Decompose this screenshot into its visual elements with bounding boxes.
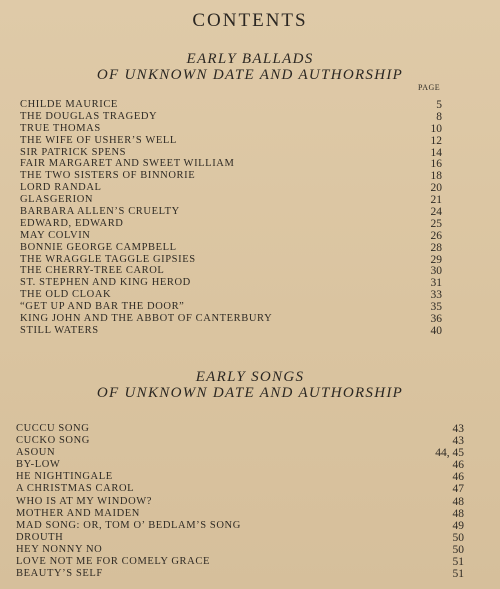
contents-entry (0, 532, 500, 544)
entry-title: FAIR MARGARET AND SWEET WILLIAM (20, 158, 235, 170)
entry-page-number: 40 (430, 324, 442, 337)
ballads-list (0, 99, 500, 337)
entry-page-number: 43 (452, 423, 464, 435)
entry-title: EDWARD, EDWARD (20, 217, 124, 229)
contents-entry (0, 544, 500, 556)
entry-title: THE WIFE OF USHER’S WELL (20, 134, 177, 146)
entry-page-number: 14 (430, 146, 442, 159)
songs-heading-line2: OF UNKNOWN DATE AND AUTHORSHIP (96, 385, 404, 401)
contents-entry (0, 158, 500, 170)
contents-title: CONTENTS (192, 10, 308, 31)
entry-title: A CHRISTMAS CAROL (16, 483, 135, 495)
contents-entry (0, 99, 500, 111)
entry-page-number: 16 (430, 158, 442, 171)
entry-page-number: 46 (452, 459, 464, 472)
entry-title: THE TWO SISTERS OF BINNORIE (20, 170, 196, 182)
contents-entry (0, 170, 500, 182)
entry-page-number: 50 (452, 531, 464, 544)
entry-title: BONNIE GEORGE CAMPBELL (20, 241, 177, 253)
entry-page-number: 5 (436, 99, 442, 111)
entry-page-number: 49 (452, 519, 464, 532)
contents-entry (0, 556, 500, 568)
entry-page-number: 25 (430, 217, 442, 230)
entry-page-number: 33 (430, 289, 442, 302)
entry-title: STILL WATERS (20, 324, 99, 336)
contents-entry (0, 194, 500, 206)
contents-entry (0, 301, 500, 313)
entry-title: THE DOUGLAS TRAGEDY (20, 110, 158, 122)
contents-entry (0, 325, 500, 337)
entry-title: KING JOHN AND THE ABBOT OF CANTERBURY (20, 313, 273, 325)
entry-title: TRUE THOMAS (20, 122, 101, 134)
entry-page-number: 21 (430, 194, 442, 207)
entry-title: ST. STEPHEN AND KING HEROD (20, 277, 191, 289)
entry-title: MAD SONG: OR, TOM O’ BEDLAM’S SONG (16, 519, 241, 531)
entry-page-number: 44, 45 (435, 447, 464, 460)
entry-title: BY-LOW (16, 459, 61, 471)
contents-entry (0, 459, 500, 471)
contents-entry (0, 568, 500, 580)
contents-entry (0, 471, 500, 483)
contents-entry (0, 520, 500, 532)
ballads-heading-line1: EARLY BALLADS (186, 51, 314, 67)
contents-entry (0, 313, 500, 325)
contents-entry (0, 435, 500, 447)
contents-entry (0, 447, 500, 459)
ballads-heading-line2: OF UNKNOWN DATE AND AUTHORSHIP (96, 67, 404, 83)
entry-page-number: 35 (430, 301, 442, 314)
contents-entry (0, 265, 500, 277)
entry-title: LORD RANDAL (20, 182, 102, 194)
contents-entry (0, 230, 500, 242)
entry-page-number: 50 (452, 543, 464, 556)
entry-page-number: 51 (452, 568, 464, 581)
entry-page-number: 46 (452, 471, 464, 484)
entry-page-number: 30 (430, 265, 442, 278)
entry-page-number: 18 (430, 170, 442, 183)
entry-title: THE WRAGGLE TAGGLE GIPSIES (20, 253, 196, 265)
contents-entry (0, 147, 500, 159)
entry-title: GLASGERION (20, 194, 94, 206)
entry-title: THE OLD CLOAK (20, 289, 112, 301)
entry-page-number: 12 (430, 134, 442, 147)
entry-page-number: 48 (452, 495, 464, 508)
contents-entry (0, 111, 500, 123)
entry-title: “GET UP AND BAR THE DOOR” (20, 301, 185, 313)
contents-entry (0, 423, 500, 435)
contents-entry (0, 254, 500, 266)
entry-page-number: 24 (430, 206, 442, 219)
entry-title: WHO IS AT MY WINDOW? (16, 495, 153, 507)
entry-page-number: 51 (452, 556, 464, 569)
entry-title: MOTHER AND MAIDEN (16, 507, 140, 519)
entry-page-number: 28 (430, 241, 442, 254)
contents-entry (0, 182, 500, 194)
songs-list (0, 423, 500, 580)
contents-entry (0, 496, 500, 508)
entry-title: DROUTH (16, 531, 64, 543)
entry-title: CHILDE MAURICE (20, 99, 118, 110)
entry-page-number: 10 (430, 122, 442, 135)
entry-title: CUCKO SONG (16, 435, 90, 447)
entry-page-number: 43 (452, 435, 464, 448)
entry-title: HE NIGHTINGALE (16, 471, 113, 483)
contents-entry (0, 277, 500, 289)
contents-entry (0, 242, 500, 254)
entry-title: BEAUTY’S SELF (16, 568, 103, 580)
entry-title: MAY COLVIN (20, 229, 91, 241)
entry-title: LOVE NOT ME FOR COMELY GRACE (16, 556, 210, 568)
entry-page-number: 47 (452, 483, 464, 496)
contents-entry (0, 508, 500, 520)
entry-page-number: 29 (430, 253, 442, 266)
contents-entry (0, 483, 500, 495)
entry-title: BARBARA ALLEN’S CRUELTY (20, 206, 180, 218)
contents-entry (0, 123, 500, 135)
entry-title: HEY NONNY NO (16, 543, 103, 555)
page-column-label: PAGE (418, 83, 441, 92)
entry-page-number: 36 (430, 313, 442, 326)
contents-entry (0, 289, 500, 301)
entry-page-number: 8 (436, 110, 442, 123)
entry-title: CUCCU SONG (16, 423, 90, 434)
entry-title: ASOUN (16, 447, 56, 459)
entry-page-number: 48 (452, 507, 464, 520)
songs-heading-line1: EARLY SONGS (195, 369, 305, 385)
entry-title: SIR PATRICK SPENS (20, 146, 127, 158)
entry-page-number: 20 (430, 182, 442, 195)
contents-entry (0, 135, 500, 147)
entry-page-number: 26 (430, 229, 442, 242)
contents-entry (0, 218, 500, 230)
contents-entry (0, 206, 500, 218)
entry-page-number: 31 (430, 277, 442, 290)
entry-title: THE CHERRY-TREE CAROL (20, 265, 165, 277)
